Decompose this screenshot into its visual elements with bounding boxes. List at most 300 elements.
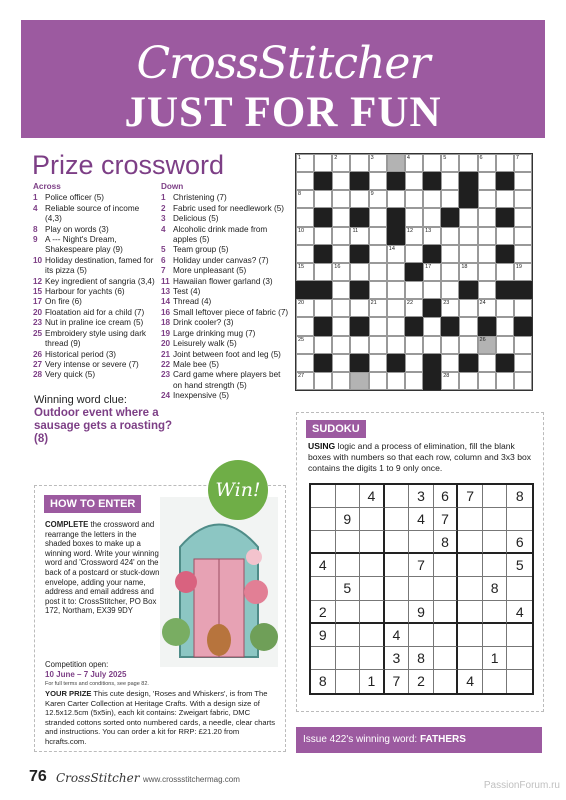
crossword-cell[interactable] <box>314 299 332 317</box>
crossword-block <box>496 172 514 190</box>
cell-number: 15 <box>298 263 305 270</box>
across-clue <box>33 225 158 235</box>
crossword-cell[interactable] <box>423 208 441 226</box>
down-clue <box>161 204 289 214</box>
crossword-cell[interactable] <box>387 263 405 281</box>
down-clue <box>161 193 289 203</box>
crossword-cell[interactable] <box>441 245 459 263</box>
clue-number: 7 <box>161 266 166 276</box>
crossword-cell[interactable] <box>332 317 350 335</box>
header-banner <box>21 20 545 138</box>
cell-number: 5 <box>443 155 447 161</box>
crossword-cell[interactable] <box>296 227 314 245</box>
crossword-cell[interactable] <box>441 281 459 299</box>
sudoku-cell[interactable] <box>507 577 532 600</box>
sudoku-cell[interactable] <box>311 647 336 670</box>
sudoku-cell[interactable] <box>336 670 361 693</box>
crossword-cell[interactable] <box>514 336 532 354</box>
crossword-cell[interactable] <box>405 227 423 245</box>
crossword-cell[interactable] <box>296 154 314 172</box>
crossword-cell[interactable] <box>478 154 496 172</box>
clue-text: Christening (7) <box>173 193 227 203</box>
clue-number: 1 <box>161 193 166 203</box>
crossword-cell[interactable] <box>478 172 496 190</box>
crossword-cell[interactable] <box>478 299 496 317</box>
crossword-cell[interactable] <box>423 190 441 208</box>
crossword-cell[interactable] <box>296 190 314 208</box>
crossword-cell[interactable] <box>441 299 459 317</box>
crossword-cell[interactable] <box>369 336 387 354</box>
sudoku-cell[interactable] <box>507 624 532 647</box>
crossword-cell[interactable] <box>459 245 477 263</box>
clue-text: Harbour for yachts (6) <box>45 287 125 297</box>
crossword-cell[interactable] <box>369 227 387 245</box>
watermark: PassionForum.ru <box>483 780 560 791</box>
sudoku-cell[interactable] <box>336 624 361 647</box>
across-clue <box>33 277 158 287</box>
page-number: 76 <box>29 768 47 785</box>
cell-number: 2 <box>334 155 338 161</box>
crossword-cell[interactable] <box>514 372 532 390</box>
down-heading: Down <box>161 182 184 191</box>
clue-text: Fabric used for needlework (5) <box>173 203 285 213</box>
crossword-cell[interactable] <box>423 281 441 299</box>
crossword-block <box>350 208 368 226</box>
crossword-cell[interactable] <box>332 154 350 172</box>
sudoku-cell: 9 <box>311 624 336 647</box>
win-badge: Win! <box>208 460 268 520</box>
sudoku-cell[interactable] <box>483 624 508 647</box>
crossword-cell[interactable] <box>459 372 477 390</box>
crossword-cell[interactable] <box>405 281 423 299</box>
cell-number: 13 <box>425 227 432 234</box>
clue-number: 27 <box>33 359 43 369</box>
sudoku-cell[interactable] <box>385 554 410 577</box>
crossword-cell[interactable] <box>441 263 459 281</box>
crossword-block <box>314 172 332 190</box>
crossword-cell[interactable] <box>496 263 514 281</box>
crossword-cell[interactable] <box>405 299 423 317</box>
crossword-block <box>296 281 314 299</box>
crossword-cell[interactable] <box>332 281 350 299</box>
crossword-cell[interactable] <box>405 336 423 354</box>
crossword-cell[interactable] <box>514 190 532 208</box>
crossword-block <box>387 208 405 226</box>
sudoku-cell[interactable] <box>483 485 508 508</box>
crossword-cell[interactable] <box>350 154 368 172</box>
clue-number: 11 <box>161 276 170 286</box>
sudoku-cell[interactable] <box>336 485 361 508</box>
clue-text: Small leftover piece of fabric (7) <box>173 307 289 317</box>
crossword-cell[interactable] <box>478 354 496 372</box>
crossword-cell[interactable] <box>514 245 532 263</box>
across-heading: Across <box>33 182 61 191</box>
crossword-cell[interactable] <box>369 317 387 335</box>
crossword-block <box>496 354 514 372</box>
down-clue <box>161 256 289 266</box>
sudoku-cell[interactable] <box>385 577 410 600</box>
crossword-cell[interactable] <box>332 354 350 372</box>
sudoku-cell: 4 <box>409 508 434 531</box>
clue-text: Alcoholic drink made from apples (5) <box>173 224 268 245</box>
sudoku-cell[interactable] <box>336 647 361 670</box>
sudoku-cell[interactable] <box>458 508 483 531</box>
sudoku-cell[interactable] <box>360 531 385 554</box>
clue-text: Test (4) <box>173 287 201 297</box>
sudoku-cell[interactable] <box>360 577 385 600</box>
cell-number: 20 <box>298 300 305 307</box>
crossword-cell[interactable] <box>332 172 350 190</box>
sudoku-cell[interactable] <box>434 670 459 693</box>
sudoku-cell[interactable] <box>434 554 459 577</box>
crossword-block <box>496 281 514 299</box>
sudoku-cell[interactable] <box>483 670 508 693</box>
crossword-cell[interactable] <box>459 154 477 172</box>
crossword-cell[interactable] <box>387 372 405 390</box>
crossword-block <box>459 354 477 372</box>
previous-winner-bar: Issue 422's winning word: FATHERS <box>296 727 542 753</box>
crossword-cell[interactable] <box>459 208 477 226</box>
clue-number: 1 <box>33 193 38 203</box>
crossword-cell[interactable] <box>387 245 405 263</box>
clue-number: 21 <box>161 349 171 359</box>
crossword-cell[interactable] <box>441 336 459 354</box>
sudoku-cell[interactable] <box>507 647 532 670</box>
crossword-block <box>441 208 459 226</box>
crossword-cell[interactable] <box>423 154 441 172</box>
sudoku-cell[interactable] <box>385 531 410 554</box>
sudoku-cell[interactable] <box>360 601 385 624</box>
crossword-cell[interactable] <box>350 336 368 354</box>
sudoku-cell[interactable] <box>336 601 361 624</box>
crossword-cell[interactable] <box>369 172 387 190</box>
crossword-block <box>459 281 477 299</box>
sudoku-cell[interactable] <box>483 508 508 531</box>
crossword-cell[interactable] <box>514 208 532 226</box>
clue-text: Historical period (3) <box>45 349 116 359</box>
across-clue <box>33 256 158 277</box>
crossword-cell[interactable] <box>423 317 441 335</box>
sudoku-cell[interactable] <box>483 554 508 577</box>
down-clue <box>161 360 289 370</box>
sudoku-cell[interactable] <box>434 624 459 647</box>
prize-text: YOUR PRIZE This cute design, 'Roses and Whiskers', is from The Karen Carter Collection at Heritage Crafts. With a design size of 12.5x12.5cm (5x5in), each kit contains: Zweigart fabric, DMC stranded cottons sorted onto numbered cards, a needle, clear charts and instructions. You can order a kit for RRP: £21.20 from hcrafts.com. <box>45 689 276 746</box>
clue-number: 4 <box>33 203 38 213</box>
crossword-cell[interactable] <box>296 354 314 372</box>
sudoku-cell[interactable] <box>409 577 434 600</box>
crossword-cell[interactable] <box>332 372 350 390</box>
crossword-cell[interactable] <box>514 172 532 190</box>
winning-clue-label: Winning word clue: <box>34 394 127 406</box>
crossword-cell[interactable] <box>405 208 423 226</box>
crossword-cell[interactable] <box>514 299 532 317</box>
brand-logo: CrossStitcher <box>136 38 430 89</box>
cell-number: 28 <box>443 372 450 379</box>
clue-number: 2 <box>161 203 166 213</box>
across-clue <box>33 360 158 370</box>
sudoku-cell[interactable] <box>458 647 483 670</box>
crossword-cell[interactable] <box>459 317 477 335</box>
crossword-cell[interactable] <box>332 208 350 226</box>
crossword-cell[interactable] <box>332 245 350 263</box>
crossword-block <box>423 172 441 190</box>
crossword-cell[interactable] <box>332 190 350 208</box>
sudoku-cell[interactable] <box>458 601 483 624</box>
crossword-cell[interactable] <box>496 227 514 245</box>
clue-text: Hawaiian flower garland (3) <box>173 276 273 286</box>
terms-note: For full terms and conditions, see page 82. <box>45 681 149 687</box>
crossword-cell[interactable] <box>332 299 350 317</box>
crossword-cell[interactable] <box>296 336 314 354</box>
crossword-cell[interactable] <box>478 208 496 226</box>
crossword-cell[interactable] <box>405 172 423 190</box>
crossword-cell[interactable] <box>478 190 496 208</box>
crossword-cell[interactable] <box>423 227 441 245</box>
crossword-cell[interactable] <box>296 208 314 226</box>
crossword-cell[interactable] <box>369 190 387 208</box>
how-to-enter-tag: HOW TO ENTER <box>44 495 141 513</box>
crossword-cell[interactable] <box>314 336 332 354</box>
crossword-cell[interactable] <box>369 245 387 263</box>
crossword-cell[interactable] <box>314 227 332 245</box>
clue-number: 16 <box>161 307 171 317</box>
sudoku-cell: 7 <box>458 485 483 508</box>
cell-number: 23 <box>443 300 450 307</box>
clue-text: Key ingredient of sangria (3,4) <box>45 276 155 286</box>
crossword-cell[interactable] <box>296 245 314 263</box>
crossword-grid[interactable] <box>295 153 533 391</box>
clue-text: Nut in praline ice cream (5) <box>45 318 144 328</box>
sudoku-cell[interactable] <box>458 624 483 647</box>
sudoku-cell[interactable] <box>385 485 410 508</box>
sudoku-cell[interactable] <box>311 508 336 531</box>
across-clue <box>33 350 158 360</box>
crossword-cell[interactable] <box>478 245 496 263</box>
crossword-cell[interactable] <box>441 372 459 390</box>
crossword-cell[interactable] <box>459 336 477 354</box>
crossword-cell[interactable] <box>369 281 387 299</box>
cell-number: 25 <box>298 336 305 343</box>
across-clue <box>33 318 158 328</box>
crossword-cell[interactable] <box>296 172 314 190</box>
cell-number: 7 <box>515 155 519 161</box>
crossword-cell[interactable] <box>496 190 514 208</box>
crossword-cell[interactable] <box>350 190 368 208</box>
crossword-block <box>387 227 405 245</box>
clue-text: Very intense or severe (7) <box>45 359 139 369</box>
crossword-cell[interactable] <box>496 372 514 390</box>
crossword-block <box>350 317 368 335</box>
sudoku-cell: 1 <box>360 670 385 693</box>
sudoku-cell[interactable] <box>507 508 532 531</box>
crossword-cell[interactable] <box>478 281 496 299</box>
sudoku-cell: 1 <box>483 647 508 670</box>
footer-brand: CrossStitcher <box>56 771 140 785</box>
crossword-cell[interactable] <box>332 227 350 245</box>
page-title: Prize crossword <box>32 150 225 180</box>
clue-text: More unpleasant (5) <box>173 266 247 276</box>
crossword-cell[interactable] <box>405 372 423 390</box>
crossword-shaded-cell[interactable] <box>387 154 405 172</box>
clue-number: 3 <box>161 214 166 224</box>
crossword-block <box>423 245 441 263</box>
sudoku-cell[interactable] <box>434 577 459 600</box>
sudoku-cell: 5 <box>336 577 361 600</box>
cell-number: 24 <box>479 300 486 307</box>
crossword-block <box>350 172 368 190</box>
sudoku-grid[interactable] <box>309 483 534 695</box>
clue-number: 14 <box>161 297 171 307</box>
across-clue <box>33 287 158 297</box>
crossword-cell[interactable] <box>496 154 514 172</box>
crossword-cell[interactable] <box>441 227 459 245</box>
sudoku-cell[interactable] <box>483 601 508 624</box>
clue-text: Joint between foot and leg (5) <box>173 349 281 359</box>
crossword-cell[interactable] <box>387 317 405 335</box>
crossword-cell[interactable] <box>441 190 459 208</box>
clue-text: Thread (4) <box>173 297 212 307</box>
crossword-cell[interactable] <box>441 154 459 172</box>
down-clue <box>161 266 289 276</box>
sudoku-cell: 8 <box>409 647 434 670</box>
footer-url[interactable]: www.crossstitchermag.com <box>143 775 240 784</box>
sudoku-cell: 8 <box>507 485 532 508</box>
crossword-cell[interactable] <box>387 336 405 354</box>
clue-number: 6 <box>161 255 166 265</box>
crossword-cell[interactable] <box>459 299 477 317</box>
crossword-cell[interactable] <box>314 154 332 172</box>
sudoku-cell[interactable] <box>385 508 410 531</box>
crossword-cell[interactable] <box>496 299 514 317</box>
sudoku-cell[interactable] <box>434 601 459 624</box>
crossword-cell[interactable] <box>441 354 459 372</box>
sudoku-cell: 4 <box>458 670 483 693</box>
crossword-cell[interactable] <box>369 354 387 372</box>
sudoku-cell[interactable] <box>434 647 459 670</box>
crossword-cell[interactable] <box>423 263 441 281</box>
crossword-cell[interactable] <box>332 336 350 354</box>
crossword-shaded-cell[interactable] <box>350 372 368 390</box>
clue-number: 25 <box>33 328 43 338</box>
sudoku-cell[interactable] <box>507 670 532 693</box>
crossword-cell[interactable] <box>314 263 332 281</box>
crossword-block <box>423 354 441 372</box>
crossword-shaded-cell[interactable] <box>478 336 496 354</box>
cell-number: 12 <box>406 227 414 234</box>
crossword-cell[interactable] <box>514 227 532 245</box>
crossword-cell[interactable] <box>423 336 441 354</box>
crossword-block <box>314 281 332 299</box>
clue-text: Play on words (3) <box>45 224 109 234</box>
crossword-cell[interactable] <box>296 263 314 281</box>
sudoku-cell[interactable] <box>483 531 508 554</box>
crossword-block <box>314 354 332 372</box>
sudoku-cell[interactable] <box>360 554 385 577</box>
sudoku-cell[interactable] <box>409 531 434 554</box>
crossword-block <box>478 317 496 335</box>
crossword-cell[interactable] <box>387 299 405 317</box>
sudoku-cell[interactable] <box>458 577 483 600</box>
crossword-cell[interactable] <box>405 245 423 263</box>
cell-number: 21 <box>370 300 377 307</box>
sudoku-cell[interactable] <box>458 531 483 554</box>
sudoku-cell[interactable] <box>360 508 385 531</box>
section-title: JUST FOR FUN <box>124 89 442 136</box>
clue-text: Leisurely walk (5) <box>173 339 237 349</box>
sudoku-cell[interactable] <box>311 577 336 600</box>
crossword-cell[interactable] <box>369 263 387 281</box>
crossword-cell[interactable] <box>296 372 314 390</box>
crossword-cell[interactable] <box>405 154 423 172</box>
crossword-cell[interactable] <box>350 299 368 317</box>
crossword-cell[interactable] <box>459 263 477 281</box>
sudoku-cell[interactable] <box>360 647 385 670</box>
crossword-cell[interactable] <box>296 299 314 317</box>
across-clue <box>33 193 158 203</box>
clue-text: Card game where players bet on hand strength (5) <box>173 370 281 390</box>
crossword-cell[interactable] <box>514 263 532 281</box>
sudoku-cell[interactable] <box>311 485 336 508</box>
cell-number: 26 <box>479 336 486 343</box>
crossword-cell[interactable] <box>405 354 423 372</box>
sudoku-cell[interactable] <box>311 531 336 554</box>
crossword-cell[interactable] <box>496 317 514 335</box>
crossword-cell[interactable] <box>441 172 459 190</box>
sudoku-cell[interactable] <box>336 531 361 554</box>
sudoku-cell[interactable] <box>336 554 361 577</box>
cell-number: 10 <box>298 227 305 234</box>
sudoku-cell: 9 <box>336 508 361 531</box>
crossword-cell[interactable] <box>514 154 532 172</box>
down-clue <box>161 287 289 297</box>
crossword-cell[interactable] <box>387 281 405 299</box>
clue-number: 8 <box>33 224 38 234</box>
sudoku-cell[interactable] <box>458 554 483 577</box>
down-clue <box>161 214 289 224</box>
clue-text: Male bee (5) <box>173 359 219 369</box>
crossword-cell[interactable] <box>478 372 496 390</box>
crossword-cell[interactable] <box>369 208 387 226</box>
clue-text: Very quick (5) <box>45 370 96 380</box>
crossword-cell[interactable] <box>332 263 350 281</box>
clue-number: 19 <box>161 328 171 338</box>
crossword-cell[interactable] <box>369 299 387 317</box>
crossword-cell[interactable] <box>350 263 368 281</box>
crossword-cell[interactable] <box>296 317 314 335</box>
crossword-cell[interactable] <box>514 354 532 372</box>
crossword-cell[interactable] <box>350 227 368 245</box>
winning-clue: Outdoor event where a sausage gets a roasting? (8) <box>34 407 173 445</box>
crossword-cell[interactable] <box>314 190 332 208</box>
sudoku-cell[interactable] <box>385 601 410 624</box>
crossword-cell[interactable] <box>369 154 387 172</box>
crossword-cell[interactable] <box>405 190 423 208</box>
sudoku-cell[interactable] <box>360 624 385 647</box>
crossword-cell[interactable] <box>478 227 496 245</box>
crossword-cell[interactable] <box>496 336 514 354</box>
crossword-cell[interactable] <box>387 190 405 208</box>
sudoku-cell: 6 <box>507 531 532 554</box>
sudoku-cell[interactable] <box>409 624 434 647</box>
crossword-cell[interactable] <box>478 263 496 281</box>
crossword-block <box>423 299 441 317</box>
crossword-cell[interactable] <box>459 227 477 245</box>
sudoku-cell: 3 <box>385 647 410 670</box>
cell-number: 19 <box>515 263 522 270</box>
crossword-cell[interactable] <box>314 372 332 390</box>
crossword-cell[interactable] <box>369 372 387 390</box>
across-clues <box>33 182 158 381</box>
